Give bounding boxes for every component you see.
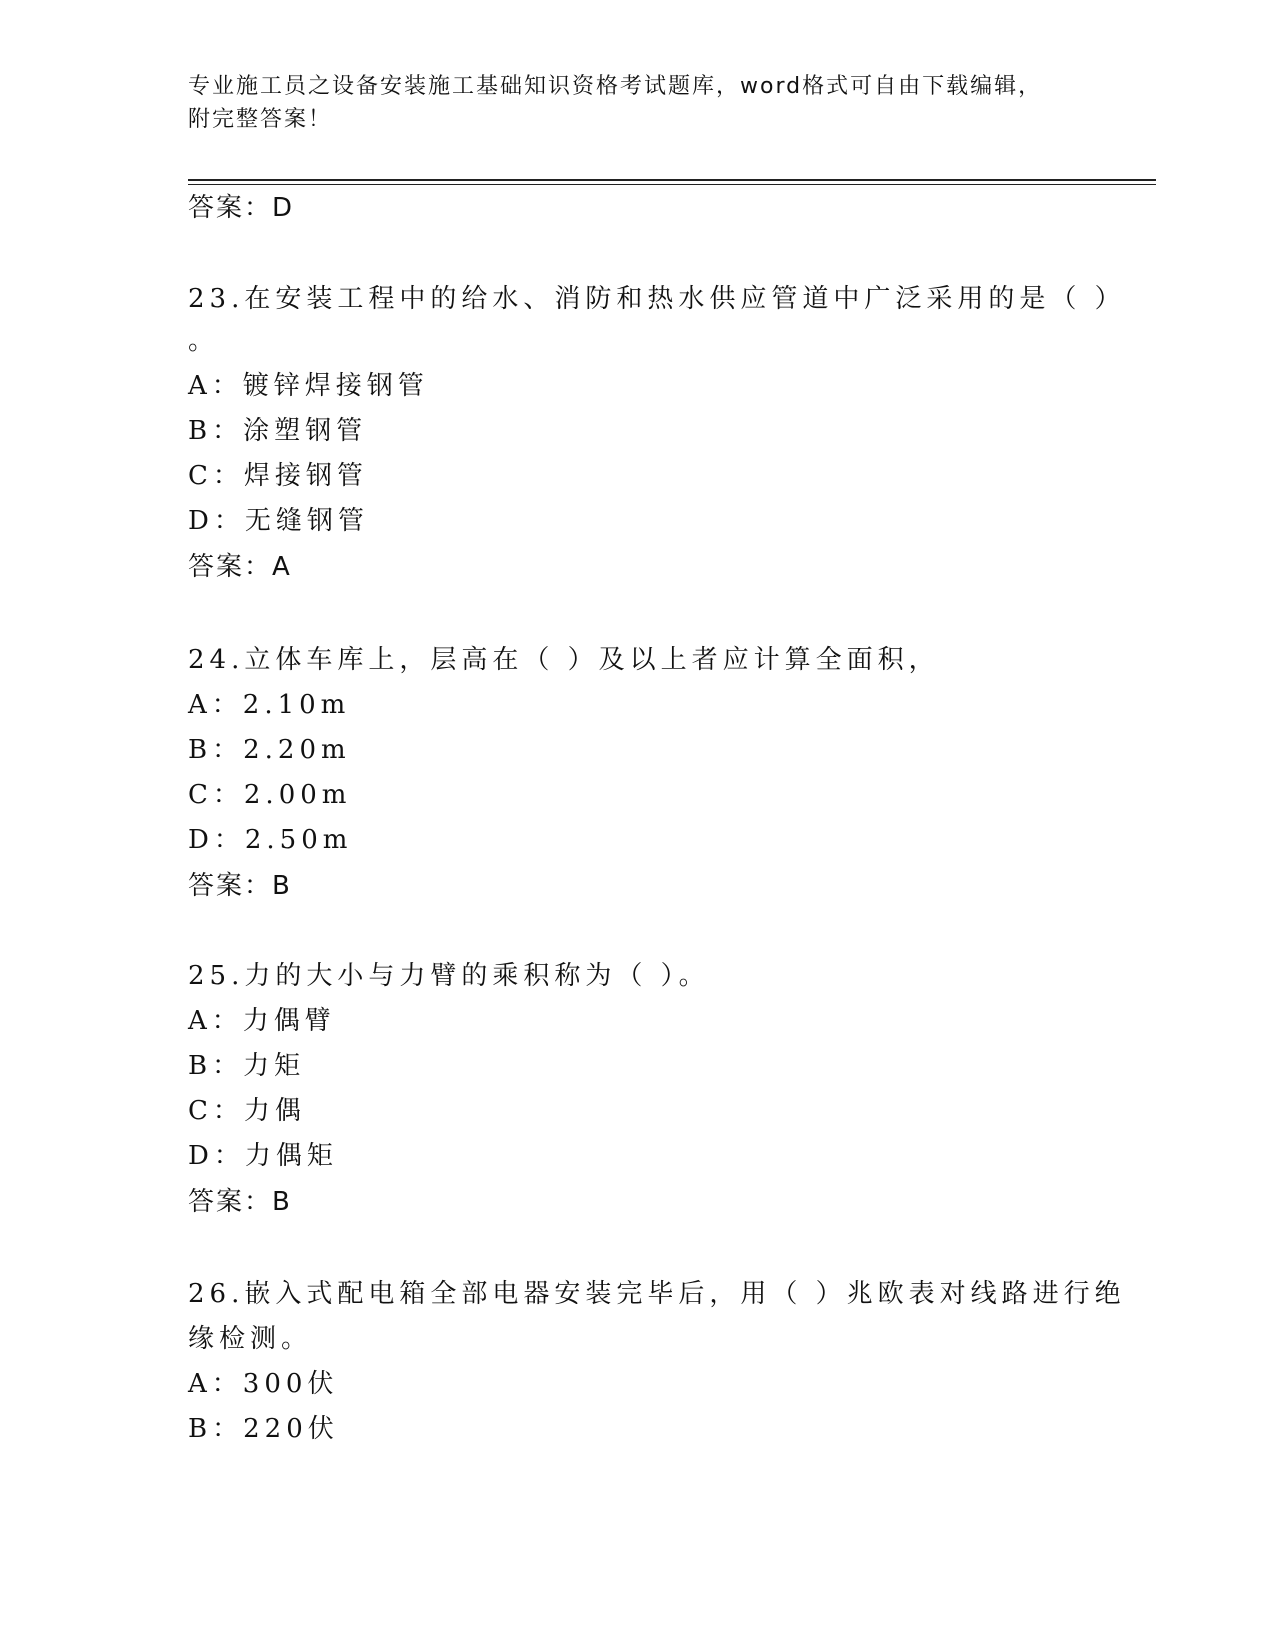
option-a: A：300伏: [188, 1369, 339, 1399]
option-d: D：2.50m: [188, 825, 353, 855]
option-c: C：力偶: [188, 1096, 306, 1126]
header-rule-thick: [188, 179, 1156, 181]
option-d: D：力偶矩: [188, 1141, 338, 1171]
question-stem: 24.立体车库上，层高在（ ）及以上者应计算全面积，: [188, 645, 940, 675]
option-b: B：2.20m: [188, 735, 351, 765]
question-stem-continuation: 。: [188, 326, 220, 356]
option-c: C：2.00m: [188, 780, 352, 810]
question-stem: 23.在安装工程中的给水、消防和热水供应管道中广泛采用的是（ ）: [188, 284, 1126, 314]
header-rule-thin: [188, 184, 1156, 185]
document-header: [188, 70, 1068, 136]
option-b: B：220伏: [188, 1414, 339, 1444]
question-stem: 25.力的大小与力臂的乘积称为（ ）。: [188, 961, 710, 991]
question-stem: 26.嵌入式配电箱全部电器安装完毕后，用（ ）兆欧表对线路进行绝: [188, 1279, 1126, 1309]
option-a: A：力偶臂: [188, 1006, 336, 1036]
option-a: A：镀锌焊接钢管: [188, 371, 429, 401]
option-d: D：无缝钢管: [188, 506, 369, 536]
option-b: B：力矩: [188, 1051, 306, 1081]
option-c: C：焊接钢管: [188, 461, 368, 491]
header-line-2: 附完整答案！: [188, 107, 333, 132]
answer-line: 答案：B: [188, 1187, 292, 1217]
option-a: A：2.10m: [188, 690, 351, 720]
option-b: B：涂塑钢管: [188, 416, 368, 446]
answer-line: 答案：B: [188, 871, 292, 901]
answer-line: 答案：D: [188, 193, 295, 223]
header-line-1: 专业施工员之设备安装施工基础知识资格考试题库，word格式可自由下载编辑，: [188, 74, 1043, 99]
question-stem-continuation: 缘检测。: [188, 1324, 313, 1354]
answer-line: 答案：A: [188, 552, 292, 582]
